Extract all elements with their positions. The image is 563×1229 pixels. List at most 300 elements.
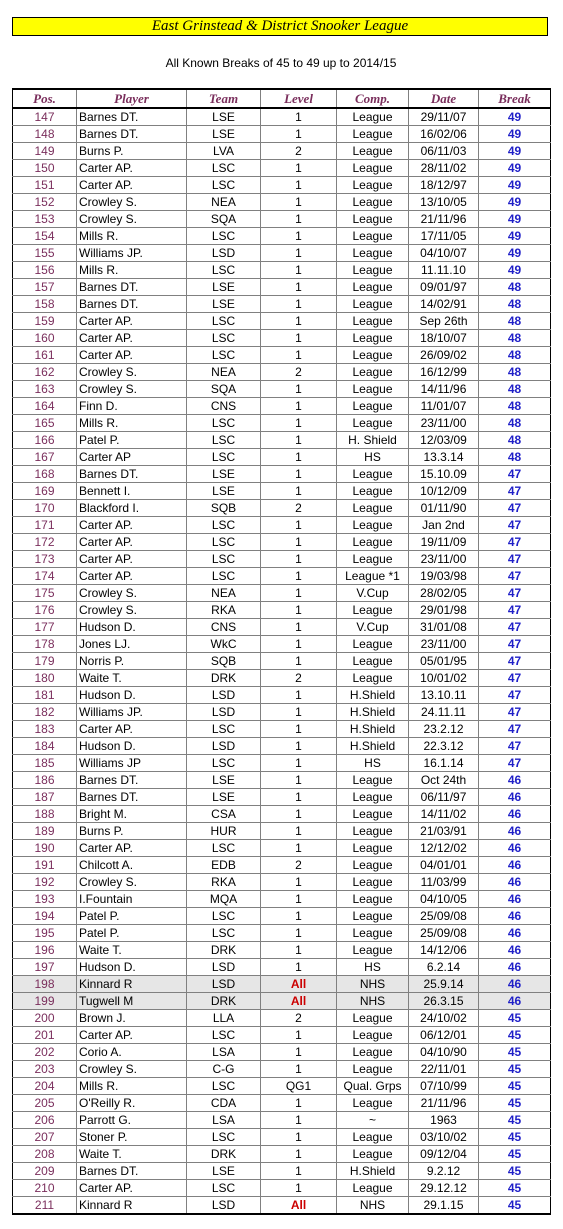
cell-break: 46	[479, 857, 551, 874]
cell-pos: 159	[13, 313, 77, 330]
cell-level: All	[261, 976, 337, 993]
cell-team: LSC	[187, 415, 261, 432]
table-row	[13, 194, 551, 211]
cell-level: 2	[261, 364, 337, 381]
cell-team: LSC	[187, 908, 261, 925]
cell-level: 1	[261, 908, 337, 925]
cell-date: 14/12/06	[409, 942, 479, 959]
cell-break: 47	[479, 551, 551, 568]
cell-pos: 185	[13, 755, 77, 772]
table-row	[13, 211, 551, 228]
table-row	[13, 704, 551, 721]
table-row	[13, 976, 551, 993]
cell-date: 19/11/09	[409, 534, 479, 551]
cell-team: CNS	[187, 619, 261, 636]
cell-comp: V.Cup	[337, 619, 409, 636]
cell-pos: 192	[13, 874, 77, 891]
cell-break: 47	[479, 517, 551, 534]
cell-level: 1	[261, 942, 337, 959]
cell-team: LSC	[187, 840, 261, 857]
table-row	[13, 551, 551, 568]
cell-comp: League	[337, 1027, 409, 1044]
cell-pos: 211	[13, 1197, 77, 1215]
header-row	[13, 89, 551, 108]
cell-break: 47	[479, 755, 551, 772]
cell-pos: 169	[13, 483, 77, 500]
cell-date: 06/12/01	[409, 1027, 479, 1044]
table-row	[13, 1010, 551, 1027]
table-row	[13, 466, 551, 483]
cell-comp: League	[337, 194, 409, 211]
cell-team: LSC	[187, 551, 261, 568]
cell-player: Kinnard R	[77, 1197, 187, 1215]
cell-player: Crowley S.	[77, 194, 187, 211]
cell-level: 1	[261, 211, 337, 228]
cell-comp: League	[337, 1044, 409, 1061]
cell-pos: 176	[13, 602, 77, 619]
cell-level: 1	[261, 925, 337, 942]
cell-comp: League	[337, 228, 409, 245]
cell-player: Crowley S.	[77, 381, 187, 398]
cell-team: DRK	[187, 1146, 261, 1163]
cell-pos: 151	[13, 177, 77, 194]
table-row	[13, 670, 551, 687]
cell-date: 25/09/08	[409, 908, 479, 925]
cell-team: CNS	[187, 398, 261, 415]
cell-date: 21/11/96	[409, 1095, 479, 1112]
cell-break: 46	[479, 874, 551, 891]
cell-player: Patel P.	[77, 908, 187, 925]
cell-date: 13/10/05	[409, 194, 479, 211]
cell-comp: HS	[337, 959, 409, 976]
table-row	[13, 636, 551, 653]
cell-break: 48	[479, 449, 551, 466]
cell-player: Patel P.	[77, 432, 187, 449]
cell-break: 45	[479, 1163, 551, 1180]
cell-pos: 180	[13, 670, 77, 687]
cell-break: 45	[479, 1010, 551, 1027]
cell-level: 1	[261, 245, 337, 262]
table-row	[13, 432, 551, 449]
cell-level: 1	[261, 1146, 337, 1163]
cell-player: Carter AP.	[77, 568, 187, 585]
cell-pos: 179	[13, 653, 77, 670]
cell-date: 25/09/08	[409, 925, 479, 942]
cell-comp: League	[337, 381, 409, 398]
table-row	[13, 449, 551, 466]
cell-level: 2	[261, 670, 337, 687]
cell-break: 46	[479, 840, 551, 857]
cell-comp: League	[337, 551, 409, 568]
cell-comp: League	[337, 177, 409, 194]
table-row	[13, 1197, 551, 1215]
cell-date: 03/10/02	[409, 1129, 479, 1146]
cell-date: Sep 26th	[409, 313, 479, 330]
cell-player: I.Fountain	[77, 891, 187, 908]
cell-pos: 149	[13, 143, 77, 160]
table-row	[13, 1163, 551, 1180]
cell-comp: League	[337, 364, 409, 381]
cell-comp: League	[337, 126, 409, 143]
cell-date: 31/01/08	[409, 619, 479, 636]
cell-team: NEA	[187, 585, 261, 602]
cell-team: LSE	[187, 1163, 261, 1180]
table-row	[13, 568, 551, 585]
cell-pos: 184	[13, 738, 77, 755]
cell-date: 16/12/99	[409, 364, 479, 381]
cell-break: 46	[479, 823, 551, 840]
cell-date: 01/11/90	[409, 500, 479, 517]
cell-team: LSC	[187, 1027, 261, 1044]
league-title-banner: East Grinstead & District Snooker League	[12, 17, 548, 36]
cell-team: LSD	[187, 738, 261, 755]
cell-pos: 202	[13, 1044, 77, 1061]
cell-comp: League	[337, 398, 409, 415]
cell-pos: 162	[13, 364, 77, 381]
table-row	[13, 908, 551, 925]
cell-player: Brown J.	[77, 1010, 187, 1027]
cell-break: 47	[479, 602, 551, 619]
table-row	[13, 143, 551, 160]
cell-date: 06/11/97	[409, 789, 479, 806]
cell-break: 47	[479, 636, 551, 653]
cell-pos: 161	[13, 347, 77, 364]
cell-player: Blackford I.	[77, 500, 187, 517]
cell-comp: Qual. Grps	[337, 1078, 409, 1095]
cell-team: LSE	[187, 772, 261, 789]
cell-break: 49	[479, 262, 551, 279]
cell-break: 47	[479, 738, 551, 755]
cell-comp: League	[337, 806, 409, 823]
cell-pos: 204	[13, 1078, 77, 1095]
cell-comp: League	[337, 347, 409, 364]
cell-player: Norris P.	[77, 653, 187, 670]
cell-comp: League	[337, 534, 409, 551]
cell-date: 16.1.14	[409, 755, 479, 772]
cell-comp: NHS	[337, 976, 409, 993]
cell-break: 49	[479, 194, 551, 211]
cell-comp: League	[337, 483, 409, 500]
cell-player: Williams JP.	[77, 245, 187, 262]
cell-player: Crowley S.	[77, 602, 187, 619]
cell-pos: 190	[13, 840, 77, 857]
cell-level: 1	[261, 517, 337, 534]
cell-break: 48	[479, 313, 551, 330]
cell-pos: 178	[13, 636, 77, 653]
cell-date: 23/11/00	[409, 551, 479, 568]
cell-team: LSC	[187, 330, 261, 347]
cell-break: 47	[479, 500, 551, 517]
cell-level: 1	[261, 772, 337, 789]
table-row	[13, 313, 551, 330]
cell-comp: League	[337, 1146, 409, 1163]
cell-date: 15.10.09	[409, 466, 479, 483]
cell-pos: 152	[13, 194, 77, 211]
cell-date: 23/11/00	[409, 636, 479, 653]
cell-break: 48	[479, 381, 551, 398]
cell-player: O'Reilly R.	[77, 1095, 187, 1112]
cell-comp: League	[337, 602, 409, 619]
cell-pos: 175	[13, 585, 77, 602]
table-row	[13, 840, 551, 857]
cell-comp: NHS	[337, 1197, 409, 1215]
cell-comp: League	[337, 1061, 409, 1078]
cell-pos: 193	[13, 891, 77, 908]
cell-break: 47	[479, 568, 551, 585]
cell-break: 49	[479, 108, 551, 126]
cell-comp: League	[337, 874, 409, 891]
cell-player: Crowley S.	[77, 874, 187, 891]
cell-comp: League	[337, 1180, 409, 1197]
cell-level: 1	[261, 432, 337, 449]
cell-break: 45	[479, 1180, 551, 1197]
cell-comp: League	[337, 908, 409, 925]
cell-break: 48	[479, 415, 551, 432]
cell-level: 1	[261, 313, 337, 330]
cell-team: EDB	[187, 857, 261, 874]
cell-pos: 205	[13, 1095, 77, 1112]
cell-comp: League	[337, 653, 409, 670]
cell-player: Burns P.	[77, 823, 187, 840]
header-player: Player	[77, 89, 187, 108]
cell-pos: 165	[13, 415, 77, 432]
table-row	[13, 398, 551, 415]
cell-pos: 187	[13, 789, 77, 806]
cell-date: Oct 24th	[409, 772, 479, 789]
table-row	[13, 500, 551, 517]
cell-level: 1	[261, 262, 337, 279]
cell-pos: 155	[13, 245, 77, 262]
cell-player: Bennett I.	[77, 483, 187, 500]
cell-team: LSE	[187, 279, 261, 296]
cell-level: 1	[261, 891, 337, 908]
table-row	[13, 296, 551, 313]
cell-team: LSC	[187, 1180, 261, 1197]
cell-team: DRK	[187, 670, 261, 687]
table-row	[13, 347, 551, 364]
cell-comp: H.Shield	[337, 704, 409, 721]
cell-pos: 174	[13, 568, 77, 585]
cell-player: Mills R.	[77, 228, 187, 245]
breaks-table-body	[13, 108, 551, 1214]
cell-pos: 147	[13, 108, 77, 126]
cell-pos: 199	[13, 993, 77, 1010]
cell-break: 45	[479, 1044, 551, 1061]
cell-date: 14/11/02	[409, 806, 479, 823]
cell-date: 13.3.14	[409, 449, 479, 466]
cell-date: 6.2.14	[409, 959, 479, 976]
cell-date: 21/03/91	[409, 823, 479, 840]
cell-comp: League	[337, 330, 409, 347]
cell-player: Carter AP.	[77, 177, 187, 194]
cell-date: 10/12/09	[409, 483, 479, 500]
cell-comp: League	[337, 840, 409, 857]
cell-level: 1	[261, 636, 337, 653]
cell-level: 1	[261, 874, 337, 891]
cell-break: 47	[479, 670, 551, 687]
cell-date: 04/10/90	[409, 1044, 479, 1061]
cell-date: 04/10/05	[409, 891, 479, 908]
cell-date: 05/01/95	[409, 653, 479, 670]
cell-team: LSE	[187, 789, 261, 806]
table-row	[13, 721, 551, 738]
cell-break: 46	[479, 806, 551, 823]
cell-team: LSC	[187, 1078, 261, 1095]
cell-player: Mills R.	[77, 262, 187, 279]
cell-break: 45	[479, 1129, 551, 1146]
cell-player: Mills R.	[77, 415, 187, 432]
header-date: Date	[409, 89, 479, 108]
cell-break: 47	[479, 687, 551, 704]
cell-level: 1	[261, 585, 337, 602]
cell-pos: 206	[13, 1112, 77, 1129]
cell-player: Carter AP.	[77, 534, 187, 551]
table-row	[13, 602, 551, 619]
table-row	[13, 772, 551, 789]
cell-level: 2	[261, 500, 337, 517]
cell-break: 48	[479, 296, 551, 313]
cell-date: 24.11.11	[409, 704, 479, 721]
cell-player: Carter AP	[77, 449, 187, 466]
cell-pos: 182	[13, 704, 77, 721]
cell-pos: 164	[13, 398, 77, 415]
cell-player: Barnes DT.	[77, 1163, 187, 1180]
cell-pos: 203	[13, 1061, 77, 1078]
cell-break: 45	[479, 1197, 551, 1215]
cell-level: 1	[261, 398, 337, 415]
cell-date: 16/02/06	[409, 126, 479, 143]
cell-break: 46	[479, 908, 551, 925]
cell-pos: 208	[13, 1146, 77, 1163]
cell-break: 46	[479, 772, 551, 789]
cell-level: 1	[261, 194, 337, 211]
cell-player: Hudson D.	[77, 738, 187, 755]
table-row	[13, 364, 551, 381]
cell-comp: League	[337, 296, 409, 313]
cell-player: Hudson D.	[77, 687, 187, 704]
cell-date: 11/01/07	[409, 398, 479, 415]
table-row	[13, 1180, 551, 1197]
table-row	[13, 1146, 551, 1163]
cell-player: Hudson D.	[77, 959, 187, 976]
cell-break: 45	[479, 1061, 551, 1078]
cell-level: 1	[261, 738, 337, 755]
cell-player: Hudson D.	[77, 619, 187, 636]
cell-date: 29/11/07	[409, 108, 479, 126]
cell-team: LSC	[187, 160, 261, 177]
cell-player: Barnes DT.	[77, 108, 187, 126]
cell-comp: League	[337, 857, 409, 874]
table-row	[13, 1027, 551, 1044]
cell-date: 24/10/02	[409, 1010, 479, 1027]
cell-break: 48	[479, 330, 551, 347]
cell-date: 19/03/98	[409, 568, 479, 585]
header-pos: Pos.	[13, 89, 77, 108]
cell-pos: 200	[13, 1010, 77, 1027]
cell-comp: League	[337, 636, 409, 653]
cell-break: 48	[479, 279, 551, 296]
cell-player: Patel P.	[77, 925, 187, 942]
cell-team: MQA	[187, 891, 261, 908]
cell-date: 29/01/98	[409, 602, 479, 619]
cell-comp: League	[337, 143, 409, 160]
cell-team: DRK	[187, 993, 261, 1010]
cell-date: 13.10.11	[409, 687, 479, 704]
cell-break: 46	[479, 976, 551, 993]
table-row	[13, 755, 551, 772]
table-row	[13, 330, 551, 347]
cell-level: 1	[261, 381, 337, 398]
table-row	[13, 942, 551, 959]
cell-level: 1	[261, 568, 337, 585]
table-row	[13, 891, 551, 908]
cell-date: 04/10/07	[409, 245, 479, 262]
cell-date: 06/11/03	[409, 143, 479, 160]
cell-pos: 153	[13, 211, 77, 228]
cell-pos: 157	[13, 279, 77, 296]
cell-level: 1	[261, 806, 337, 823]
cell-pos: 209	[13, 1163, 77, 1180]
cell-level: 1	[261, 126, 337, 143]
cell-team: SQA	[187, 211, 261, 228]
cell-pos: 196	[13, 942, 77, 959]
cell-pos: 197	[13, 959, 77, 976]
cell-level: 1	[261, 840, 337, 857]
cell-level: 1	[261, 721, 337, 738]
cell-comp: League	[337, 245, 409, 262]
cell-team: NEA	[187, 194, 261, 211]
cell-pos: 198	[13, 976, 77, 993]
cell-break: 47	[479, 721, 551, 738]
cell-date: 09/12/04	[409, 1146, 479, 1163]
cell-comp: League	[337, 891, 409, 908]
cell-break: 47	[479, 653, 551, 670]
cell-player: Barnes DT.	[77, 772, 187, 789]
cell-comp: League	[337, 262, 409, 279]
cell-level: 1	[261, 279, 337, 296]
table-row	[13, 517, 551, 534]
header-comp: Comp.	[337, 89, 409, 108]
cell-comp: League	[337, 466, 409, 483]
cell-pos: 191	[13, 857, 77, 874]
cell-player: Crowley S.	[77, 585, 187, 602]
cell-break: 47	[479, 483, 551, 500]
table-row	[13, 1078, 551, 1095]
cell-player: Carter AP.	[77, 1180, 187, 1197]
cell-team: LLA	[187, 1010, 261, 1027]
cell-break: 45	[479, 1146, 551, 1163]
cell-comp: League	[337, 108, 409, 126]
cell-level: 1	[261, 1061, 337, 1078]
cell-pos: 183	[13, 721, 77, 738]
cell-level: 2	[261, 857, 337, 874]
cell-team: LSD	[187, 687, 261, 704]
cell-pos: 148	[13, 126, 77, 143]
table-row	[13, 381, 551, 398]
cell-pos: 194	[13, 908, 77, 925]
cell-comp: League	[337, 823, 409, 840]
cell-pos: 201	[13, 1027, 77, 1044]
table-row	[13, 619, 551, 636]
cell-player: Barnes DT.	[77, 789, 187, 806]
cell-team: LSD	[187, 1197, 261, 1215]
cell-comp: League	[337, 500, 409, 517]
table-row	[13, 415, 551, 432]
cell-date: 22/11/01	[409, 1061, 479, 1078]
cell-level: 1	[261, 823, 337, 840]
cell-comp: H. Shield	[337, 432, 409, 449]
cell-date: 12/12/02	[409, 840, 479, 857]
